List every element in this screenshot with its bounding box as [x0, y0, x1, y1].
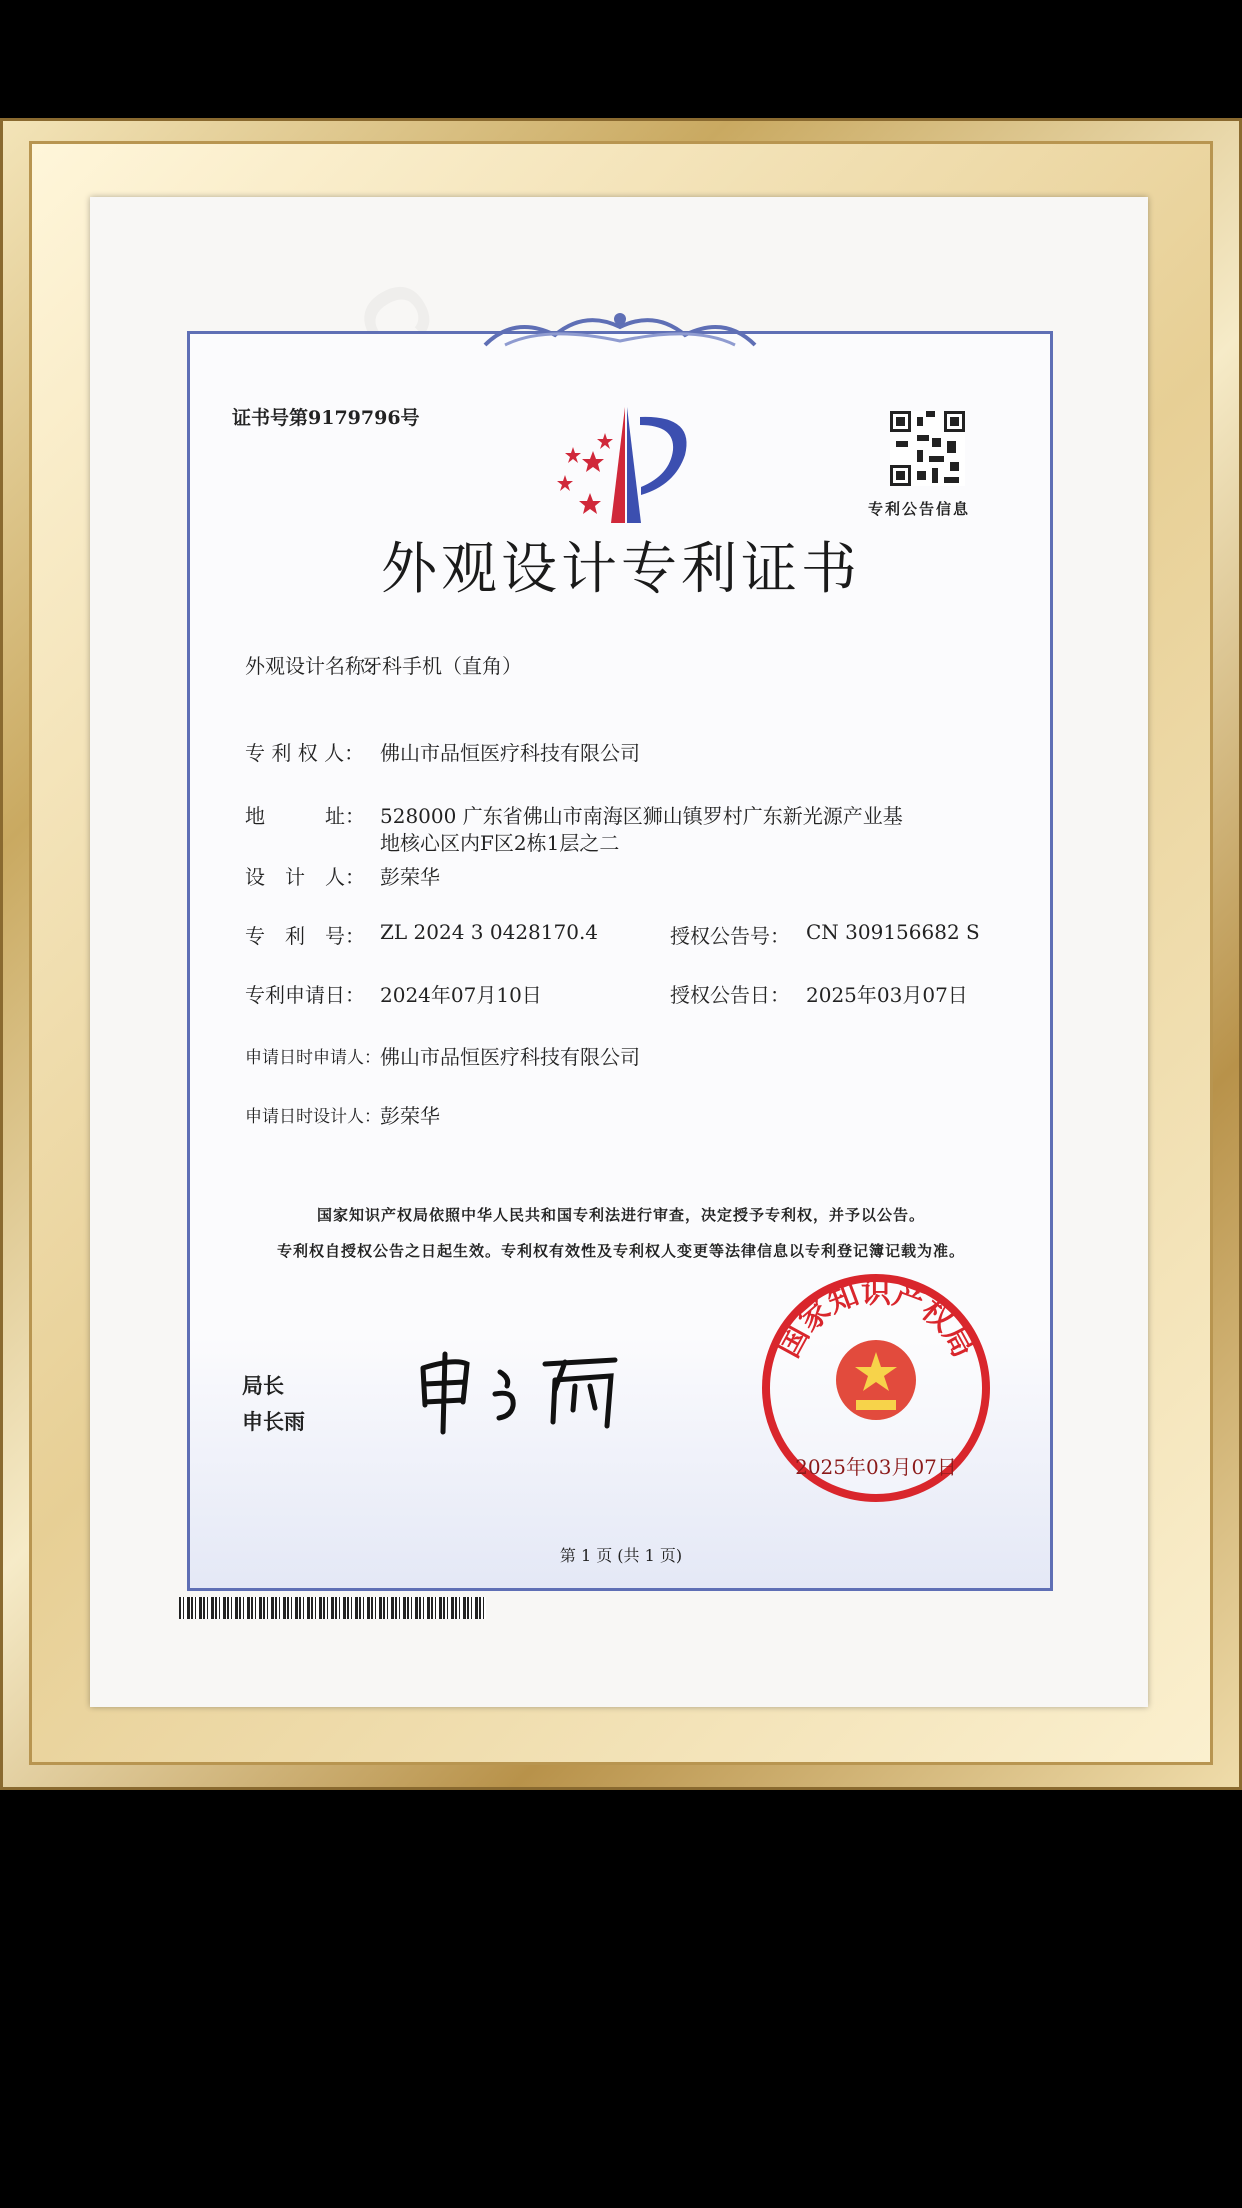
design-name-label: 外观设计名称： [245, 654, 385, 678]
grant-pub-no: CN 309156682 S [806, 920, 980, 944]
patent-no: ZL 2024 3 0428170.4 [380, 920, 599, 944]
design-name: 牙科手机（直角） [362, 654, 522, 678]
qr-label: 专利公告信息 [868, 500, 971, 518]
applicant-at-filing-label: 申请日时申请人： [245, 1048, 381, 1068]
barcode [179, 1597, 486, 1619]
patentee: 佛山市品恒医疗科技有限公司 [380, 741, 640, 765]
notice-line1: 国家知识产权局依照中华人民共和国专利法进行审查，决定授予专利权，并予以公告。 [316, 1206, 925, 1224]
patentee-label: 专 利 权 人： [245, 741, 365, 765]
signature [415, 1350, 625, 1435]
patent-no-label: 专 利 号： [245, 924, 365, 948]
designer-label: 设 计 人： [245, 865, 365, 889]
applicant-at-filing: 佛山市品恒医疗科技有限公司 [380, 1045, 640, 1069]
address-line2: 地核心区内F区2栋1层之二 [380, 831, 620, 855]
official-seal [760, 1272, 992, 1504]
notice-line2: 专利权自授权公告之日起生效。专利权有效性及专利权人变更等法律信息以专利登记簿记载为准。 [276, 1242, 965, 1260]
grant-pub-no-label: 授权公告号： [670, 924, 790, 948]
seal-date: 2025年03月07日 [795, 1455, 957, 1479]
grant-pub-date: 2025年03月07日 [806, 983, 968, 1007]
grant-pub-date-label: 授权公告日： [670, 983, 790, 1007]
ornament-icon [475, 305, 765, 353]
filing-date-label: 专利申请日： [245, 983, 365, 1007]
seal-text: 国家知识产权局 [771, 1275, 981, 1364]
designer-at-filing: 彭荣华 [380, 1104, 440, 1128]
qr-code[interactable] [890, 411, 965, 486]
designer: 彭荣华 [380, 865, 440, 889]
director-name: 申长雨 [242, 1409, 305, 1434]
address-line1: 528000 广东省佛山市南海区狮山镇罗村广东新光源产业基 [380, 804, 903, 828]
page-number: 第 1 页 (共 1 页) [559, 1546, 683, 1565]
designer-at-filing-label: 申请日时设计人： [245, 1107, 381, 1127]
cnipa-logo-icon [545, 405, 695, 525]
director-title: 局长 [242, 1373, 284, 1398]
certificate-title: 外观设计专利证书 [381, 537, 861, 602]
filing-date: 2024年07月10日 [380, 983, 542, 1007]
certificate-number: 证书号第9179796号 [232, 407, 420, 429]
address-label: 地 址： [245, 804, 365, 828]
